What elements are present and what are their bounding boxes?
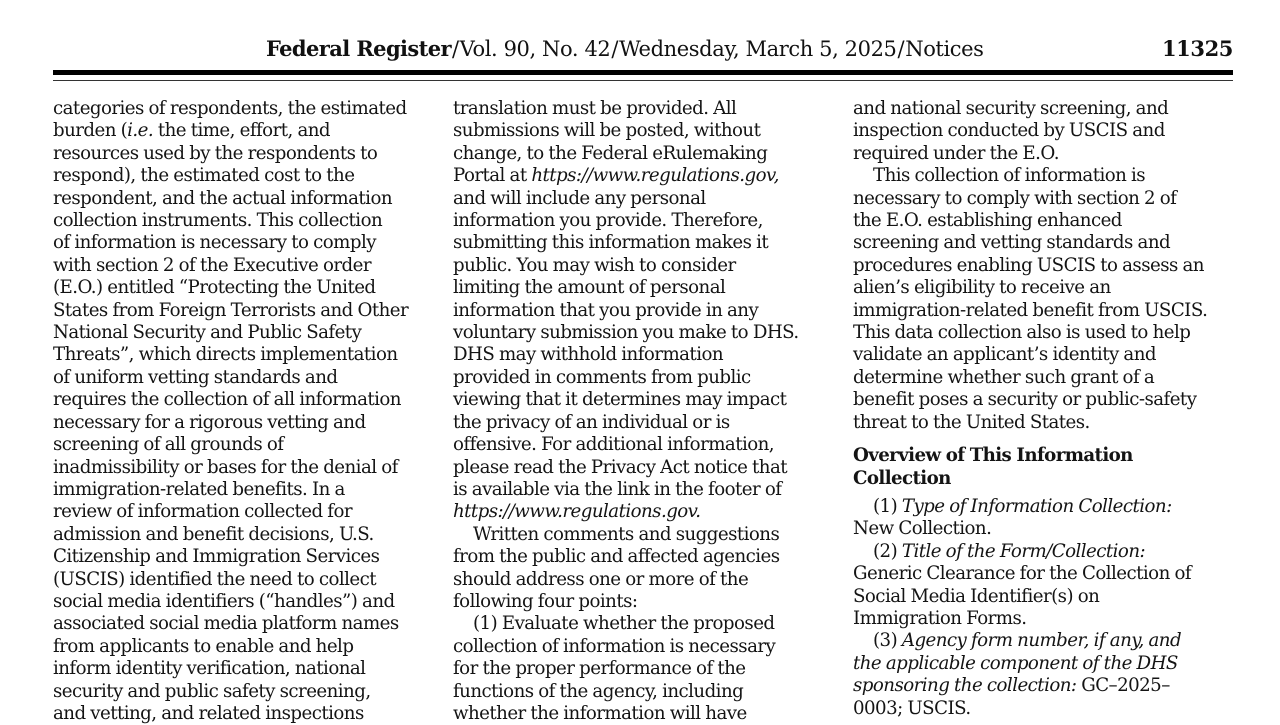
page-number: 11325 [1161,36,1233,61]
header-rule-thick [53,70,1233,75]
text-line: determine whether such grant of a [853,366,1155,388]
header-separator: / [451,37,459,61]
text-line: respond), the estimated cost to the [53,165,355,187]
text-line: threat to the United States. [853,411,1090,433]
item-value: Social Media Identifier(s) on [853,585,1100,607]
text-line: the privacy of an individual or is [453,411,730,433]
text-line: screening and vetting standards and [853,232,1171,254]
text-line: from applicants to enable and help [53,635,354,657]
text-line: review of information collected for [53,501,353,523]
text-line: please read the Privacy Act notice that [453,456,787,478]
text-run: the time, effort, and [153,120,330,142]
text-line: following four points: [453,590,638,612]
regulations-gov-link[interactable]: https://www.regulations.gov. [453,501,701,523]
text-line: with section 2 of the Executive order [53,254,371,276]
text-line: procedures enabling USCIS to assess an [853,254,1204,276]
text-line: submitting this information makes it [453,232,769,254]
item-value: 0003; USCIS. [853,697,971,719]
item-label: Title of the Form/Collection: [901,540,1146,562]
text-run: Portal at [453,165,532,187]
text-line: validate an applicant’s identity and [853,344,1156,366]
section-gap [853,434,1238,445]
text-line [453,501,838,523]
text-line: offensive. For additional information, [453,434,775,456]
text-column-2 [453,98,838,725]
text-line: DHS may withhold information [453,344,724,366]
text-line: and will include any personal [453,187,706,209]
publication-date: Wednesday, March 5, 2025 [619,37,897,61]
item-label: the applicable component of the DHS [853,652,1178,674]
item-number: (2) [873,540,902,562]
text-line: from the public and affected agencies [453,546,780,568]
text-line: benefit poses a security or public-safety [853,389,1197,411]
text-line: functions of the agency, including [453,680,744,702]
text-line: voluntary submission you make to DHS. [453,322,799,344]
text-line: (E.O.) entitled “Protecting the United [53,277,376,299]
text-line: immigration-related benefit from USCIS. [853,299,1208,321]
header-separator: / [897,37,905,61]
text-line: of information is necessary to comply [53,232,376,254]
text-line: information that you provide in any [453,299,759,321]
text-line: security and public safety screening, [53,680,371,702]
text-line: (USCIS) identified the need to collect [53,568,377,590]
volume-issue: Vol. 90, No. 42 [459,37,611,61]
text-line: of uniform vetting standards and [53,366,338,388]
text-line: This data collection also is used to help [853,322,1191,344]
text-line: States from Foreign Terrorists and Other [53,299,409,321]
text-line: Citizenship and Immigration Services [53,546,380,568]
text-line [853,675,1238,697]
text-line: is available via the link in the footer of [453,478,782,500]
text-line: necessary to comply with section 2 of [853,187,1177,209]
text-line: inspection conducted by USCIS and [853,120,1165,142]
text-line: requires the collection of all information [53,389,401,411]
text-line: alien’s eligibility to receive an [853,277,1111,299]
text-line: and national security screening, and [853,98,1169,119]
item-value: GC–2025– [1076,675,1170,697]
text-line: resources used by the respondents to [53,142,378,164]
running-header [53,36,1233,66]
item-number: (3) [873,630,902,652]
list-item [853,630,1238,652]
text-line: screening of all grounds of [53,434,284,456]
text-line: collection instruments. This collection [53,210,383,232]
italic-run: i.e. [127,120,154,142]
section-heading: Collection [853,467,951,489]
text-column-1 [53,98,438,725]
text-line: submissions will be posted, without [453,120,761,142]
text-line: Threats”, which directs implementation [53,344,398,366]
text-line: necessary for a rigorous vetting and [53,411,366,433]
text-column-3 [853,98,1238,720]
text-line: and vetting, and related inspections [53,702,364,724]
text-line: social media identifiers (“handles”) and [53,590,395,612]
header-rule-thin [53,80,1233,81]
text-line [453,165,838,187]
text-line: associated social media platform names [53,613,399,635]
list-item [853,496,1238,518]
item-value: New Collection. [853,518,992,540]
running-head [266,36,984,61]
item-label: Agency form number, if any, and [901,630,1182,652]
item-value: Immigration Forms. [853,607,1027,629]
text-line: immigration-related benefits. In a [53,478,345,500]
text-line: Written comments and suggestions [473,523,780,545]
regulations-gov-link[interactable]: https://www.regulations.gov, [531,165,779,187]
item-label: sponsoring the collection: [853,675,1077,697]
text-line: should address one or more of the [453,568,749,590]
text-line: translation must be provided. All [453,98,737,119]
item-number: (1) [873,495,902,517]
list-item [853,541,1238,563]
text-line: for the proper performance of the [453,658,746,680]
text-line: respondent, and the actual information [53,187,393,209]
text-line [53,120,438,142]
text-line: viewing that it determines may impact [453,389,787,411]
text-line: This collection of information is [873,165,1146,187]
text-line: inadmissibility or bases for the denial of [53,456,398,478]
text-line: change, to the Federal eRulemaking [453,142,768,164]
section-name: Notices [905,37,984,61]
text-line: inform identity verification, national [53,658,366,680]
item-value: Generic Clearance for the Collection of [853,563,1192,585]
text-line: National Security and Public Safety [53,322,362,344]
text-line: limiting the amount of personal [453,277,726,299]
header-separator: / [611,37,619,61]
text-line: (1) Evaluate whether the proposed [473,613,775,635]
section-heading: Overview of This Information [853,445,1133,467]
text-line: information you provide. Therefore, [453,210,763,232]
text-line: admission and benefit decisions, U.S. [53,523,374,545]
item-label: Type of Information Collection: [901,495,1172,517]
text-line: collection of information is necessary [453,635,776,657]
text-line: public. You may wish to consider [453,254,736,276]
text-line: required under the E.O. [853,142,1059,164]
text-run: burden ( [53,120,128,142]
journal-title: Federal Register [266,36,451,61]
text-line: categories of respondents, the estimated [53,98,407,119]
text-line: the E.O. establishing enhanced [853,210,1122,232]
text-line: provided in comments from public [453,366,751,388]
text-line: whether the information will have [453,702,747,724]
